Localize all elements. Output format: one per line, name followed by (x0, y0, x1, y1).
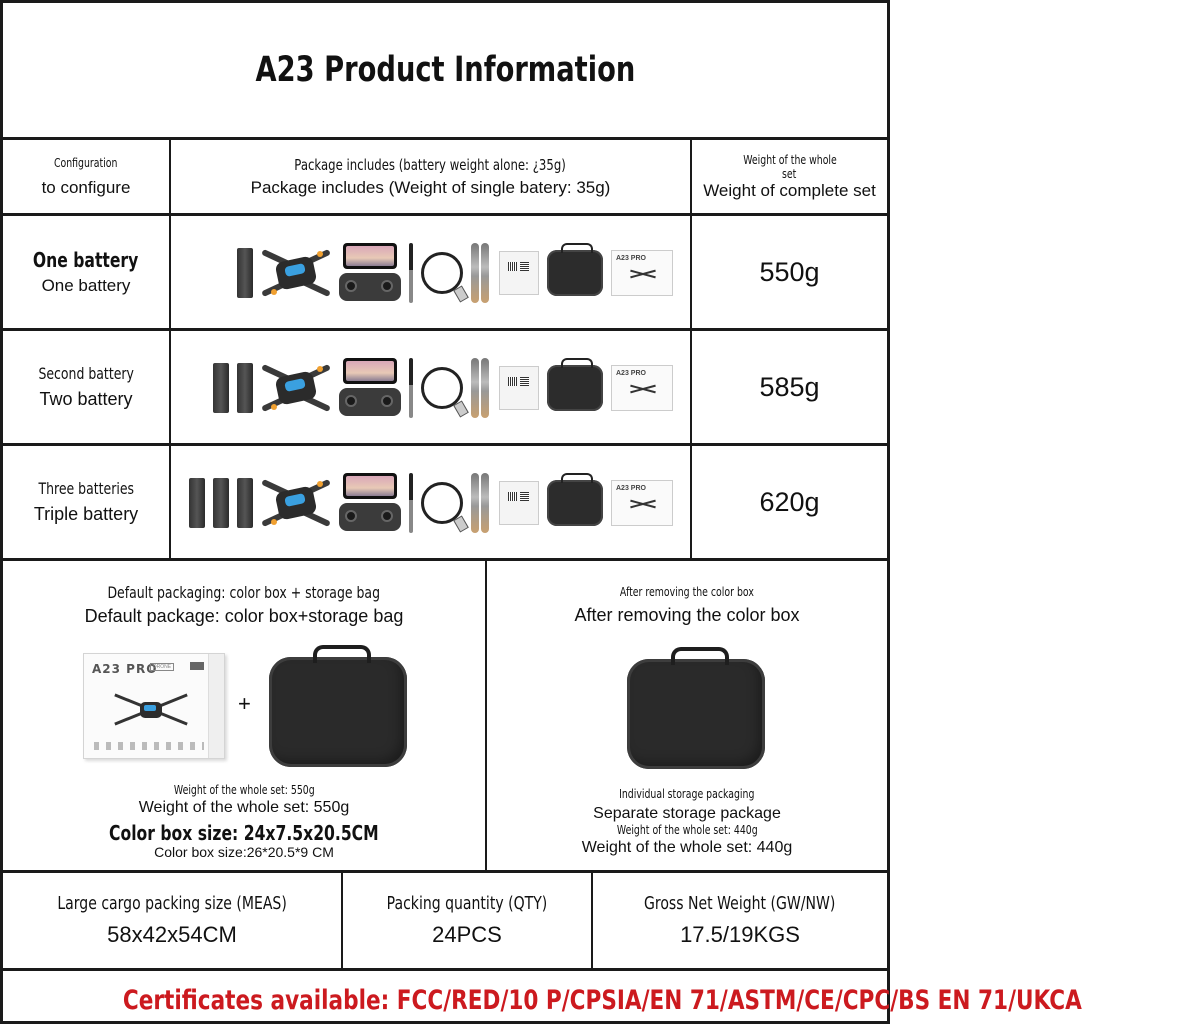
color-box-size-label: Color box size: 24x7.5x20.5CM (109, 821, 379, 845)
shipping-weight (593, 873, 887, 968)
battery-icon (237, 478, 253, 528)
color-box-icon: A23 PRO (611, 365, 673, 411)
usb-cable-icon (421, 252, 463, 294)
shipping-qty-value: 24PCS (432, 922, 502, 947)
battery-icon (213, 363, 229, 413)
weight-value: 585g (759, 371, 820, 402)
row-label: Second battery (38, 364, 134, 383)
battery-icon (213, 478, 229, 528)
header-config-translation: to configure (41, 177, 131, 197)
manual-icon (499, 251, 539, 295)
row-weight (692, 446, 887, 558)
header-config (3, 140, 169, 213)
storage-bag-icon (547, 250, 603, 296)
certificates-banner (3, 985, 1082, 1016)
propellers-icon (471, 473, 491, 533)
row-weight (692, 216, 887, 328)
drone-icon (261, 360, 331, 416)
color-box-size-translation: Color box size:26*20.5*9 CM (154, 844, 334, 860)
plus-sign: + (238, 691, 251, 716)
page-title: A23 Product Information (255, 50, 635, 90)
storage-packaging-translation: Separate storage package (593, 805, 781, 822)
divider (3, 558, 887, 561)
divider (3, 968, 887, 971)
row-config-one-battery (3, 216, 169, 328)
drone-icon (261, 245, 331, 301)
battery-icon (237, 363, 253, 413)
header-weight-translation: Weight of complete set (703, 180, 876, 200)
storage-bag-image (269, 657, 407, 767)
title-area (3, 3, 887, 137)
package-contents (213, 358, 673, 418)
screwdriver-icon (409, 243, 413, 303)
storage-bag-icon (547, 480, 603, 526)
storage-packaging-label: Individual storage packaging (619, 787, 755, 801)
header-config-label: Configuration (54, 155, 118, 170)
remote-controller-icon (339, 473, 401, 533)
remote-controller-icon (339, 358, 401, 418)
header-package (171, 140, 690, 213)
weight-value: 620g (759, 486, 820, 517)
color-box-icon: A23 PRO (611, 250, 673, 296)
storage-bag-icon (547, 365, 603, 411)
row-label-translation: One battery (41, 276, 131, 295)
default-packaging-specs (3, 783, 485, 869)
package-contents (189, 473, 673, 533)
shipping-qty-label: Packing quantity (QTY) (386, 893, 548, 914)
default-packaging-translation: Default package: color box+storage bag (84, 606, 404, 626)
color-box-icon: A23 PRO (611, 480, 673, 526)
row-config-two-battery (3, 331, 169, 443)
battery-icon (189, 478, 205, 528)
row-weight (692, 331, 887, 443)
battery-icon (237, 248, 253, 298)
removed-box-heading (487, 585, 887, 635)
usb-cable-icon (421, 482, 463, 524)
header-weight (692, 140, 887, 213)
package-contents (237, 243, 673, 303)
storage-bag-image (627, 659, 765, 769)
row-label-translation: Triple battery (33, 504, 139, 524)
header-weight-label-cont: set (782, 166, 797, 181)
header-package-label: Package includes (battery weight alone: ¿35g) (294, 155, 567, 174)
removed-box-translation: After removing the color box (574, 605, 800, 625)
removed-box-specs (487, 787, 887, 869)
header-package-translation: Package includes (Weight of single batery: 35g) (250, 177, 611, 197)
header-weight-label: Weight of the whole (742, 152, 837, 167)
manual-icon (499, 481, 539, 525)
removed-box-label: After removing the color box (620, 585, 754, 599)
screwdriver-icon (409, 358, 413, 418)
default-weight-label: Weight of the whole set: 550g (173, 783, 315, 797)
color-box-image: A23 PRO DRONE (83, 653, 225, 759)
shipping-weight-value: 17.5/19KGS (680, 922, 800, 947)
removed-weight-translation: Weight of the whole set: 440g (581, 839, 793, 856)
drone-icon (261, 475, 331, 531)
screwdriver-icon (409, 473, 413, 533)
row-label-translation: Two battery (39, 389, 133, 409)
manual-icon (499, 366, 539, 410)
shipping-meas-label: Large cargo packing size (MEAS) (57, 893, 287, 914)
propellers-icon (471, 243, 491, 303)
shipping-meas (3, 873, 341, 968)
row-label: One battery (33, 248, 139, 272)
propellers-icon (471, 358, 491, 418)
shipping-qty (343, 873, 591, 968)
row-config-three-battery (3, 446, 169, 558)
shipping-weight-label: Gross Net Weight (GW/NW) (644, 893, 836, 914)
removed-weight-label: Weight of the whole set: 440g (616, 823, 758, 837)
default-packaging-heading (3, 583, 485, 635)
default-weight-translation: Weight of the whole set: 550g (138, 799, 350, 816)
weight-value: 550g (759, 256, 820, 287)
certificates-text: Certificates available: FCC/RED/10 P/CPSIA/EN 71/ASTM/CE/CPC/BS EN 71/UKCA (122, 985, 1082, 1016)
remote-controller-icon (339, 243, 401, 303)
row-label: Three batteries (38, 479, 134, 498)
default-packaging-label: Default packaging: color box + storage bag (107, 583, 381, 602)
shipping-meas-value: 58x42x54CM (107, 922, 237, 947)
usb-cable-icon (421, 367, 463, 409)
